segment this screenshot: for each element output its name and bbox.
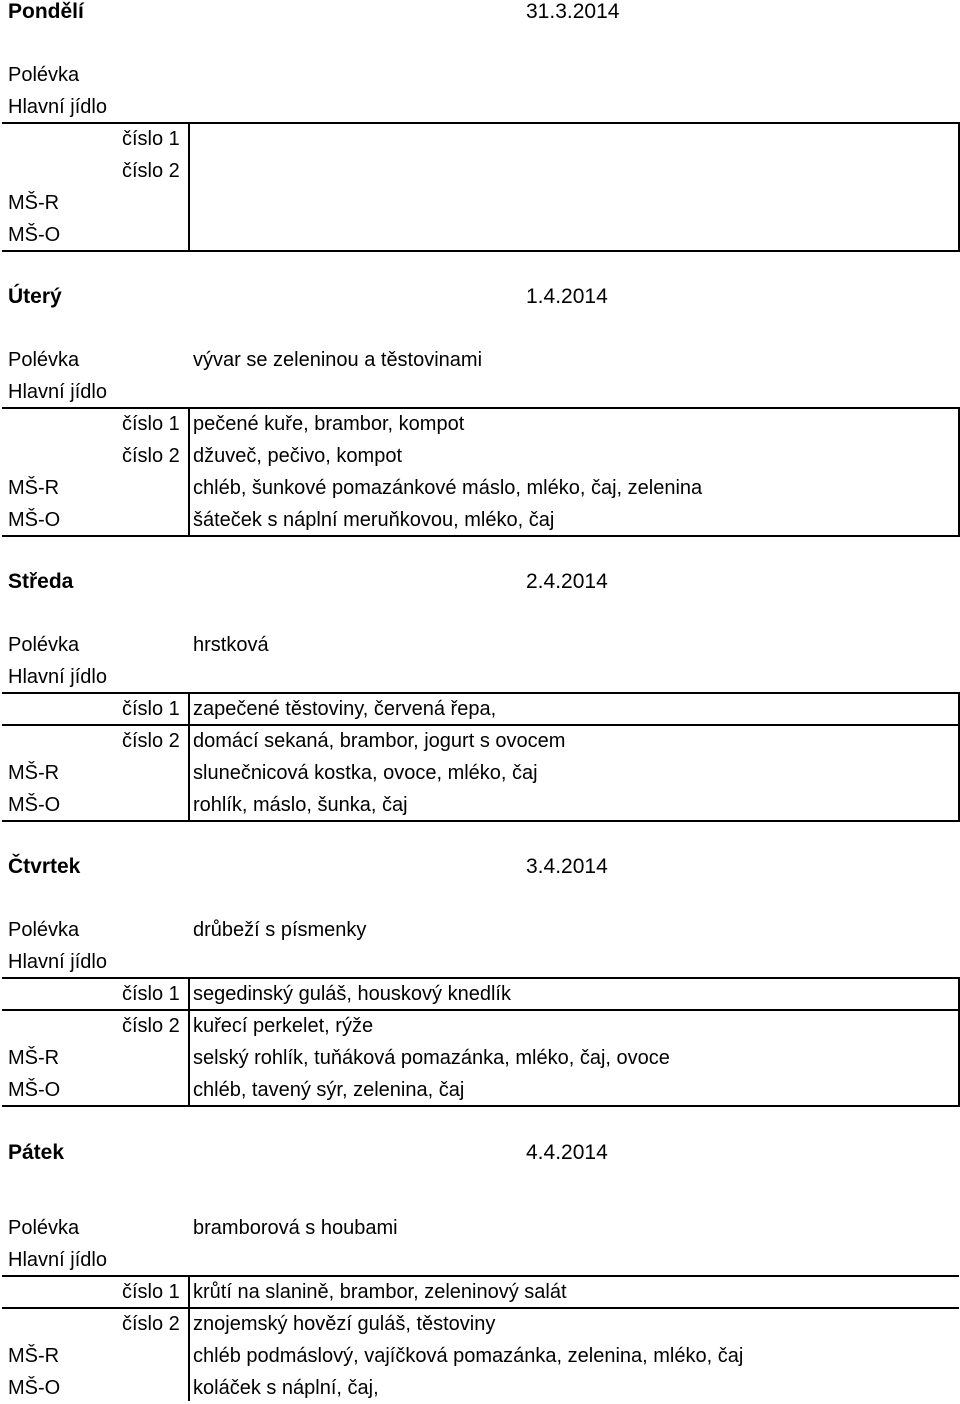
dish2-row [0,1308,960,1340]
mso-value: koláček s náplní, čaj, [193,1377,379,1399]
mso-row [0,219,960,251]
grid-line [2,820,959,822]
mso-row [0,789,960,821]
soup-value: bramborová s houbami [193,1217,398,1239]
msr-label: MŠ-R [8,1047,60,1069]
day-header [0,570,960,602]
msr-label: MŠ-R [8,762,60,784]
dish1-row [0,123,960,155]
mso-row [0,1074,960,1106]
dish2-row [0,440,960,472]
grid-line [2,1307,959,1309]
dish1-label: číslo 1 [122,983,180,1005]
mso-label: MŠ-O [8,794,61,816]
day-name: Čtvrtek [8,855,81,878]
dish2-label: číslo 2 [122,160,180,182]
grid-line [2,724,959,726]
main-label: Hlavní jídlo [8,951,107,973]
dish1-row [0,1276,960,1308]
mso-label: MŠ-O [8,224,61,246]
day-header [0,1141,960,1173]
main-row [0,1244,960,1276]
soup-row [0,344,960,376]
day-header [0,855,960,887]
msr-value: selský rohlík, tuňáková pomazánka, mléko, čaj, ovoce [193,1047,670,1069]
grid-line [188,407,190,537]
soup-row [0,59,960,91]
main-row [0,91,960,123]
dish2-value: kuřecí perkelet, rýže [193,1015,374,1037]
dish1-label: číslo 1 [122,128,180,150]
msr-label: MŠ-R [8,477,60,499]
main-row [0,661,960,693]
dish1-row [0,693,960,725]
main-label: Hlavní jídlo [8,381,107,403]
main-row [0,376,960,408]
soup-row [0,1212,960,1244]
grid-line [2,692,959,694]
day-date: 31.3.2014 [526,0,620,23]
dish2-value: džuveč, pečivo, kompot [193,445,402,467]
soup-label: Polévka [8,634,80,656]
main-label: Hlavní jídlo [8,1249,107,1271]
day-name: Středa [8,570,74,593]
dish2-label: číslo 2 [122,445,180,467]
msr-value: chléb, šunkové pomazánkové máslo, mléko, čaj, zelenina [193,477,703,499]
day-header [0,0,960,32]
mso-value: šáteček s náplní meruňkovou, mléko, čaj [193,509,555,531]
day-name: Pátek [8,1141,65,1164]
grid-line [2,250,959,252]
mso-label: MŠ-O [8,509,61,531]
mso-label: MŠ-O [8,1079,61,1101]
soup-row [0,914,960,946]
mso-row [0,504,960,536]
soup-value: vývar se zeleninou a těstovinami [193,349,483,371]
main-row [0,946,960,978]
msr-row [0,1042,960,1074]
msr-value: slunečnicová kostka, ovoce, mléko, čaj [193,762,538,784]
grid-line [2,122,959,124]
msr-value: chléb podmáslový, vajíčková pomazánka, zelenina, mléko, čaj [193,1345,744,1367]
day-date: 2.4.2014 [526,570,608,593]
day-name: Úterý [8,285,62,308]
dish2-label: číslo 2 [122,1313,180,1335]
main-label: Hlavní jídlo [8,96,107,118]
day-monday [0,0,960,258]
soup-value: drůbeží s písmenky [193,919,367,941]
day-friday [0,1141,960,1399]
grid-line [188,977,190,1107]
day-thursday [0,855,960,1113]
msr-row [0,1340,960,1372]
msr-row [0,472,960,504]
mso-label: MŠ-O [8,1377,61,1399]
dish1-label: číslo 1 [122,1281,180,1303]
mso-row [0,1372,960,1404]
dish2-value: znojemský hovězí guláš, těstoviny [193,1313,496,1335]
msr-label: MŠ-R [8,192,60,214]
grid-line [2,535,959,537]
grid-line [2,1009,959,1011]
day-date: 4.4.2014 [526,1141,608,1164]
dish1-value: pečené kuře, brambor, kompot [193,413,465,435]
soup-value: hrstková [193,634,269,656]
mso-value: rohlík, máslo, šunka, čaj [193,794,408,816]
dish1-row [0,978,960,1010]
dish1-value: segedinský guláš, houskový knedlík [193,983,511,1005]
grid-line [188,122,190,252]
grid-line [2,1275,959,1277]
soup-label: Polévka [8,919,80,941]
dish2-value: domácí sekaná, brambor, jogurt s ovocem [193,730,566,752]
day-date: 1.4.2014 [526,285,608,308]
soup-label: Polévka [8,1217,80,1239]
dish2-label: číslo 2 [122,730,180,752]
dish1-label: číslo 1 [122,413,180,435]
grid-line [2,977,959,979]
dish2-label: číslo 2 [122,1015,180,1037]
msr-label: MŠ-R [8,1345,60,1367]
day-header [0,285,960,317]
dish2-row [0,155,960,187]
soup-label: Polévka [8,64,80,86]
dish2-row [0,1010,960,1042]
grid-line [188,1275,190,1401]
grid-line [188,692,190,822]
dish2-row [0,725,960,757]
dish1-label: číslo 1 [122,698,180,720]
day-name: Pondělí [8,0,84,23]
msr-row [0,757,960,789]
dish1-value: krůtí na slanině, brambor, zeleninový salát [193,1281,567,1303]
dish1-row [0,408,960,440]
soup-row [0,629,960,661]
grid-line [2,1105,959,1107]
dish1-value: zapečené těstoviny, červená řepa, [193,698,497,720]
mso-value: chléb, tavený sýr, zelenina, čaj [193,1079,465,1101]
msr-row [0,187,960,219]
soup-label: Polévka [8,349,80,371]
main-label: Hlavní jídlo [8,666,107,688]
day-tuesday [0,285,960,543]
day-wednesday [0,570,960,828]
day-date: 3.4.2014 [526,855,608,878]
grid-line [2,407,959,409]
